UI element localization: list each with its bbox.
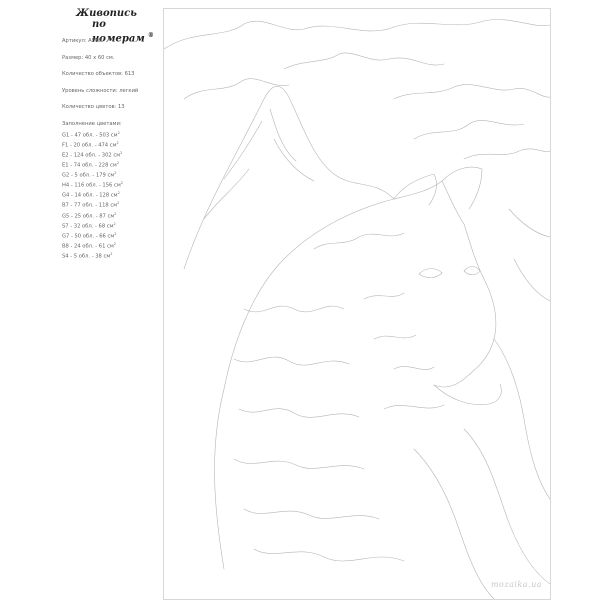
fur-outline [254, 549, 404, 561]
color-item: G1 - 47 обл. - 503 $см^2$ [62, 130, 120, 139]
color-item: G5 - 25 обл. - 87 $см^2$ [62, 211, 117, 220]
objects-label: Количество объектов: 613 [62, 71, 135, 77]
mountain-outline [224, 109, 296, 179]
color-item: G4 - 14 обл. - 128 $см^2$ [62, 191, 120, 199]
color-item: G7 - 50 обл. - 66 $см^2$ [62, 231, 117, 240]
fur-outline [314, 233, 404, 249]
wolf-ear-outline [442, 167, 482, 209]
watermark-signature: mozaika.ua [490, 580, 542, 589]
color-item: F1 - 20 обл. - 474 $см^2$ [62, 140, 119, 149]
colors-count-label: Количество цветов: 13 [62, 104, 125, 110]
logo-line-2: по номерам [92, 19, 145, 45]
landscape-outline [494, 339, 550, 499]
fur-outline [244, 306, 344, 312]
article-label: Артикул: A506 [62, 38, 102, 44]
fur-outline [384, 366, 444, 409]
wolf-ear-outline [394, 174, 436, 205]
fur-outline [244, 509, 379, 519]
color-item: E2 - 124 обл. - 302 $см^2$ [62, 150, 123, 159]
fur-outline [234, 459, 364, 469]
size-label: Размер: 40 x 60 см. [62, 54, 115, 61]
page-sheet [6, 4, 594, 594]
color-item: E1 - 74 обл. - 228 $см^2$ [62, 160, 120, 169]
brand-logo: Живопись по номерам ® [76, 8, 154, 45]
color-item: B8 - 24 обл. - 61 $см^2$ [62, 241, 117, 250]
color-item: S4 - 5 обл. - 38 $см^2$ [62, 252, 113, 260]
color-item: G2 - 5 обл. - 179 $см^2$ [62, 171, 117, 179]
landscape-outline [414, 449, 494, 599]
cloud-outline [394, 85, 550, 99]
mountain-outline [204, 139, 314, 219]
fill-title: Заполнение цветами: [62, 120, 122, 127]
fur-outline [234, 357, 349, 365]
color-item: S7 - 32 обл. - 68 $см^2$ [62, 221, 116, 230]
cloud-outline [164, 19, 550, 49]
fur-outline [364, 293, 416, 339]
landscape-outline [464, 429, 550, 584]
color-item: H4 - 116 обл. - 156 $см^2$ [62, 181, 123, 189]
product-info [62, 38, 162, 261]
color-item: B7 - 77 обл. - 118 $см^2$ [62, 201, 120, 210]
cloud-outline [414, 120, 524, 139]
difficulty-label: Уровень сложности: легкий [62, 87, 139, 94]
landscape-outline [509, 209, 550, 301]
logo-line-1: Живопись [76, 8, 137, 19]
cloud-outline [464, 149, 550, 159]
fur-outline [239, 409, 359, 418]
color-list [62, 130, 162, 260]
wolf-eye-outline [419, 269, 442, 278]
cloud-outline [284, 53, 444, 69]
coloring-canvas [163, 8, 551, 600]
wolf-eye-outline [464, 267, 480, 275]
cloud-outline [184, 79, 289, 99]
wolf-outline-drawing [164, 9, 550, 599]
mountain-outline [184, 86, 394, 269]
